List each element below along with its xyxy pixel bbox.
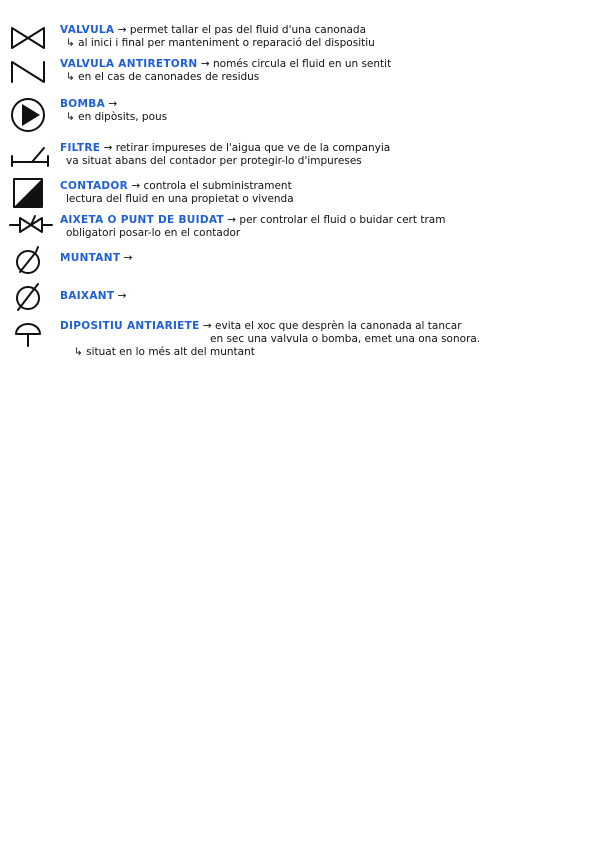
entry-line: va situat abans del contador per protegir-lo d'impureses bbox=[66, 155, 362, 167]
entry-line: ↳ al inici i final per manteniment o reparació del dispositiu bbox=[66, 37, 375, 49]
pump-icon bbox=[8, 96, 48, 134]
entry-text bbox=[60, 24, 592, 50]
entry-line: → bbox=[108, 98, 118, 110]
entry-text bbox=[60, 98, 592, 124]
entry-line: obligatori posar-lo en el contador bbox=[66, 227, 241, 239]
entry-line: → evita el xoc que desprèn la canonada al tancar bbox=[202, 320, 462, 332]
entry-line: → només circula el fluid en un sentit bbox=[200, 58, 392, 70]
entry-term: BAIXANT bbox=[60, 290, 115, 302]
entry-text bbox=[60, 252, 592, 265]
riser-icon bbox=[8, 244, 48, 278]
entry-term: AIXETA O PUNT DE BUIDAT bbox=[60, 214, 224, 226]
anti-siphon-icon bbox=[8, 320, 48, 348]
entry-line: ↳ situat en lo més alt del muntant bbox=[74, 346, 255, 358]
check-valve-icon bbox=[8, 58, 48, 86]
downpipe-icon bbox=[8, 280, 48, 314]
entry-text bbox=[60, 290, 592, 303]
entry-text bbox=[60, 180, 592, 206]
entry-text bbox=[60, 320, 592, 359]
entry-term: FILTRE bbox=[60, 142, 101, 154]
entry-term: VALVULA ANTIRETORN bbox=[60, 58, 198, 70]
entry-line: ↳ en dipòsits, pous bbox=[66, 111, 168, 123]
entry-term: VALVULA bbox=[60, 24, 115, 36]
entry-term: MUNTANT bbox=[60, 252, 121, 264]
entry-text bbox=[60, 214, 592, 240]
entry-term: CONTADOR bbox=[60, 180, 129, 192]
entry-line: → retirar impureses de l'aigua que ve de la companyia bbox=[103, 142, 391, 154]
entry-line: en sec una valvula o bomba, emet una ona sonora. bbox=[210, 333, 481, 345]
valve-icon bbox=[8, 24, 48, 52]
entry-line: lectura del fluid en una propietat o vivenda bbox=[66, 193, 294, 205]
entry-term: BOMBA bbox=[60, 98, 106, 110]
entry-term: DIPOSITIU ANTIARIETE bbox=[60, 320, 200, 332]
entry-line: → bbox=[117, 290, 127, 302]
entry-line: → per controlar el fluid o buidar cert tram bbox=[227, 214, 446, 226]
filter-icon bbox=[8, 142, 52, 168]
entry-line: → bbox=[123, 252, 133, 264]
entry-line: ↳ en el cas de canonades de residus bbox=[66, 71, 260, 83]
entry-line: → controla el subministrament bbox=[131, 180, 292, 192]
entry-text bbox=[60, 142, 592, 168]
drain-tap-icon bbox=[8, 212, 54, 238]
meter-icon bbox=[8, 176, 48, 210]
entry-text bbox=[60, 58, 592, 84]
entry-line: → permet tallar el pas del fluid d'una canonada bbox=[117, 24, 367, 36]
